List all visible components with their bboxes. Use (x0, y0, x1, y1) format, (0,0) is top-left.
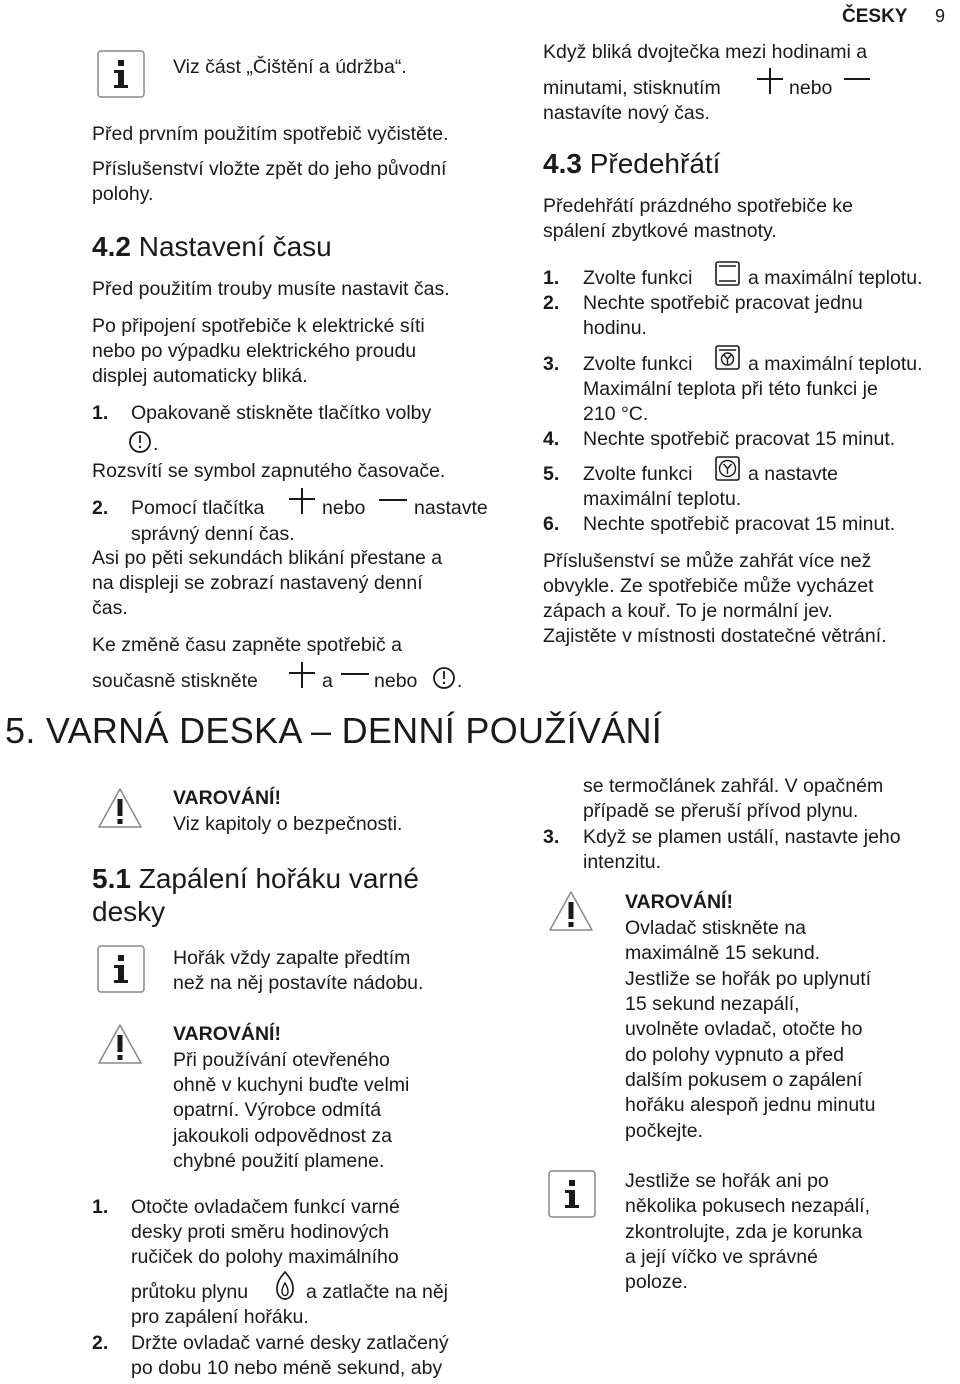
ignite-step-1-text-3: ručiček do polohy maximálního (131, 1246, 399, 1268)
plus-icon (288, 488, 316, 516)
preheat-step-text-b: a nastavte (748, 463, 838, 485)
info-text-4: a její víčko ve správné (625, 1246, 818, 1268)
paragraph-blink: Asi po pěti sekundách blikání přestane a (92, 547, 443, 569)
ignite-step-3-number: 3. (543, 826, 560, 848)
preheat-step-number: 6. (543, 513, 560, 535)
warning-text-3: Jestliže se hořák po uplynutí (625, 968, 872, 990)
warning-text-4: jakoukoli odpovědnost za (173, 1125, 392, 1147)
fan-cooking-icon (715, 456, 740, 481)
info-icon (97, 945, 145, 993)
large-flame-icon (274, 1270, 296, 1302)
warning-text-7: dalším pokusem o zapálení (625, 1069, 863, 1091)
info-text-2: několika pokusech nezapálí, (625, 1195, 870, 1217)
warning-text: Při používání otevřeného (173, 1049, 390, 1071)
info-text-5: poloze. (625, 1271, 688, 1293)
ignite-step-3-text-2: intenzitu. (583, 851, 662, 873)
paragraph-end-dot: . (457, 670, 463, 692)
page-number: 9 (935, 6, 946, 26)
preheat-step-text: Zvolte funkci (583, 463, 693, 485)
ignite-step-1-text-2: desky proti směru hodinových (131, 1221, 389, 1243)
ignite-step-1-number: 1. (92, 1196, 109, 1218)
paragraph-colon-blink-2: minutami, stisknutím (543, 77, 721, 99)
info-text-3: zkontrolujte, zda je korunka (625, 1221, 863, 1243)
plus-icon (288, 662, 316, 690)
section-5-1-title: 5.1 Zapálení hořáku varné (92, 863, 419, 894)
warning-icon (97, 1023, 143, 1065)
paragraph-accessories-hot: Příslušenství se může zahřát více než (543, 550, 872, 572)
paragraph-clean: Před prvním použitím spotřebič vyčistěte. (92, 123, 449, 145)
warning-text-2: maximálně 15 sekund. (625, 942, 821, 964)
paragraph-blink-3: čas. (92, 597, 128, 619)
clock-icon (128, 430, 152, 454)
info-icon (97, 50, 145, 98)
step-1-result: Rozsvítí se symbol zapnutého časovače. (92, 460, 446, 482)
paragraph-thermocouple: se termočlánek zahřál. V opačném (583, 775, 884, 797)
paragraph-change-time: Ke změně času zapněte spotřebič a (92, 634, 403, 656)
preheat-step-text-b: a maximální teplotu. (748, 267, 923, 289)
paragraph-preheat-2: spálení zbytkové mastnoty. (543, 220, 777, 242)
step-2-time: správný denní čas. (131, 523, 295, 545)
warning-title: VAROVÁNÍ! (173, 787, 281, 809)
warning-text-6: do polohy vypnuto a před (625, 1044, 844, 1066)
step-1-dot: . (153, 433, 159, 455)
step-2-set: nastavte (414, 497, 488, 519)
ignite-step-1-text-4: průtoku plynu (131, 1281, 249, 1303)
preheat-step-text: Nechte spotřebič pracovat 15 minut. (583, 428, 896, 450)
warning-text-5: uvolněte ovladač, otočte ho (625, 1018, 863, 1040)
info-text: Hořák vždy zapalte předtím (173, 947, 411, 969)
warning-text-3: opatrní. Výrobce odmítá (173, 1099, 382, 1121)
paragraph-or-right: nebo (789, 77, 833, 99)
paragraph-and: a (322, 670, 333, 692)
paragraph-accessories-hot-3: zápach a kouř. To je normální jev. (543, 600, 833, 622)
ignite-step-1-text: Otočte ovladačem funkcí varné (131, 1196, 400, 1218)
warning-text-5: chybné použití plamene. (173, 1150, 385, 1172)
paragraph-new-time: nastavíte nový čas. (543, 102, 710, 124)
language-label: ČESKY (842, 6, 908, 27)
preheat-step-text-c: maximální teplotu. (583, 488, 742, 510)
warning-text-9: počkejte. (625, 1120, 704, 1142)
conventional-cooking-icon (715, 261, 740, 286)
paragraph-accessories: Příslušenství vložte zpět do jeho původní (92, 158, 447, 180)
paragraph-accessories-hot-2: obvykle. Ze spotřebiče může vycházet (543, 575, 874, 597)
warning-text: Viz kapitoly o bezpečnosti. (173, 813, 403, 835)
warning-text-4: 15 sekund nezapálí, (625, 993, 800, 1015)
ignite-step-2-text: Držte ovladač varné desky zatlačený (131, 1332, 449, 1354)
warning-text-8: hořáku alespoň jednu minutu (625, 1094, 876, 1116)
true-fan-cooking-icon (715, 345, 740, 370)
section-4-3-title: 4.3 Předehřátí (543, 148, 721, 179)
paragraph-power-2: nebo po výpadku elektrického proudu (92, 340, 417, 362)
info-text-2: než na něj postavíte nádobu. (173, 972, 424, 994)
section-5-1-title-2: desky (92, 896, 166, 927)
paragraph-preheat: Předehřátí prázdného spotřebiče ke (543, 195, 854, 217)
preheat-step-number: 2. (543, 292, 560, 314)
paragraph-change-time-2: současně stiskněte (92, 670, 258, 692)
preheat-step-text-c: Maximální teplota při této funkci je (583, 378, 878, 400)
preheat-step-text: Nechte spotřebič pracovat jednu (583, 292, 863, 314)
ignite-step-1-text-5: a zatlačte na něj (306, 1281, 449, 1303)
info-note-cleaning: Viz část „Čištění a údržba“. (173, 56, 407, 78)
clock-icon (432, 666, 456, 690)
warning-text-2: ohně v kuchyni buďte velmi (173, 1074, 410, 1096)
preheat-step-number: 5. (543, 463, 560, 485)
paragraph-or: nebo (374, 670, 418, 692)
warning-title: VAROVÁNÍ! (625, 891, 733, 913)
section-4-2-title: 4.2 Nastavení času (92, 231, 332, 262)
warning-icon (548, 890, 594, 932)
chapter-5-title: 5. VARNÁ DESKA – DENNÍ POUŽÍVÁNÍ (5, 710, 663, 751)
warning-icon (97, 787, 143, 829)
warning-text: Ovladač stiskněte na (625, 917, 807, 939)
paragraph-thermocouple-2: případě se přeruší přívod plynu. (583, 800, 859, 822)
preheat-step-text-b: hodinu. (583, 317, 647, 339)
paragraph-accessories-hot-4: Zajistěte v místnosti dostatečné větrání. (543, 625, 887, 647)
paragraph-power-3: displej automaticky bliká. (92, 365, 308, 387)
info-text: Jestliže se hořák ani po (625, 1170, 829, 1192)
step-2-number: 2. (92, 497, 109, 519)
step-2-or: nebo (322, 497, 366, 519)
preheat-step-text-d: 210 °C. (583, 403, 649, 425)
ignite-step-3-text: Když se plamen ustálí, nastavte jeho (583, 826, 901, 848)
preheat-step-number: 4. (543, 428, 560, 450)
paragraph-colon-blink: Když bliká dvojtečka mezi hodinami a (543, 41, 868, 63)
minus-icon (340, 671, 370, 677)
preheat-step-text: Zvolte funkci (583, 353, 693, 375)
ignite-step-1-text-6: pro zapálení hořáku. (131, 1306, 309, 1328)
step-1-text: Opakovaně stiskněte tlačítko volby (131, 402, 432, 424)
paragraph-set-time: Před použitím trouby musíte nastavit čas. (92, 278, 450, 300)
preheat-step-number: 3. (543, 353, 560, 375)
ignite-step-2-text-2: po dobu 10 nebo méně sekund, aby (131, 1357, 443, 1379)
minus-icon (378, 497, 408, 503)
step-1-number: 1. (92, 402, 109, 424)
ignite-step-2-number: 2. (92, 1332, 109, 1354)
paragraph-accessories-2: polohy. (92, 183, 154, 205)
preheat-step-text: Nechte spotřebič pracovat 15 minut. (583, 513, 896, 535)
preheat-step-text-b: a maximální teplotu. (748, 353, 923, 375)
info-icon (548, 1170, 596, 1218)
plus-icon (756, 68, 784, 96)
minus-icon (843, 76, 871, 82)
preheat-step-number: 1. (543, 267, 560, 289)
preheat-step-text: Zvolte funkci (583, 267, 693, 289)
step-2-text: Pomocí tlačítka (131, 497, 265, 519)
paragraph-blink-2: na displeji se zobrazí nastavený denní (92, 572, 423, 594)
paragraph-power: Po připojení spotřebiče k elektrické síti (92, 315, 425, 337)
warning-title: VAROVÁNÍ! (173, 1023, 281, 1045)
